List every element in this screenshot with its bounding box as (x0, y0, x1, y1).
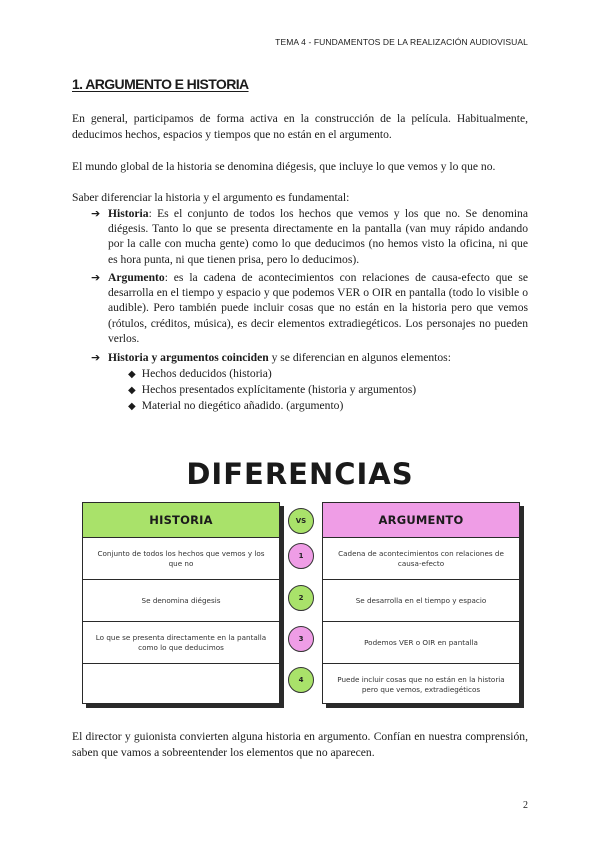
historia-header: HISTORIA (83, 503, 279, 538)
historia-cell: Conjunto de todos los hechos que vemos y los que no (83, 538, 279, 580)
definition-historia: : Es el conjunto de todos los hechos que vemos y los que no. Se denomina diégesis. Tanto lo que se presenta directamente en la pantalla (van muy rápido andando por la calle con mucha gente) como lo que deducimos (no hemos visto la oficina, ni que es hora punta, ni que tienen prisa, pero lo deducimos). (108, 207, 528, 266)
paragraph-intro: En general, participamos de forma activa en la construcción de la película. Habitualmente, deducimos hechos, espacios y tiempos que no están en el argumento. (72, 112, 528, 141)
historia-cell: Se denomina diégesis (83, 580, 279, 622)
sub-item-presentados: ◆ Hechos presentados explícitamente (historia y argumentos) (128, 383, 417, 396)
diamond-bullet-icon: ◆ (128, 369, 136, 380)
argumento-cell: Podemos VER o OIR en pantalla (323, 622, 519, 664)
running-header: TEMA 4 - FUNDAMENTOS DE LA REALIZACIÓN AUDIOVISUAL (275, 37, 528, 47)
historia-cell (83, 664, 279, 705)
number-badge-2: 2 (288, 585, 314, 611)
list-item-historia (91, 206, 528, 267)
arrow-icon: ➔ (91, 207, 101, 220)
historia-column (82, 502, 280, 704)
arrow-icon: ➔ (91, 271, 101, 284)
paragraph-diegesis: El mundo global de la historia se denomina diégesis, que incluye lo que vemos y lo que no. (72, 160, 496, 173)
argumento-cell: Se desarrolla en el tiempo y espacio (323, 580, 519, 622)
infographic-title: DIFERENCIAS (186, 457, 414, 491)
sub-item-deducidos: ◆ Hechos deducidos (historia) (128, 367, 272, 380)
argumento-header: ARGUMENTO (323, 503, 519, 538)
definition-coinciden: y se diferencian en algunos elementos: (268, 351, 451, 364)
diamond-bullet-icon: ◆ (128, 385, 136, 396)
section-title: 1. ARGUMENTO E HISTORIA (72, 76, 249, 92)
page-number: 2 (523, 800, 528, 811)
sub-item-no-diegetico: ◆ Material no diegético añadido. (argumento) (128, 399, 344, 412)
list-item-argumento (91, 270, 528, 346)
number-badge-1: 1 (288, 543, 314, 569)
arrow-icon: ➔ (91, 351, 101, 364)
historia-cell: Lo que se presenta directamente en la pantalla como lo que deducimos (83, 622, 279, 664)
list-item-coinciden (91, 350, 528, 365)
term-coinciden: Historia y argumentos coinciden (108, 351, 269, 364)
vs-badge: VS (288, 508, 314, 534)
definition-argumento: : es la cadena de acontecimientos con relaciones de causa-efecto que se desarrolla en el tiempo y espacio y que podemos VER o OIR en pantalla (todo lo visible o audible). Pero también puede incluir cosas que no están en la historia pero que vemos (rótulos, créditos, música), es decir elementos extradiegéticos. Los personajes no pueden verlos. (108, 271, 528, 345)
term-argumento: Argumento (108, 271, 165, 284)
number-badge-4: 4 (288, 667, 314, 693)
term-historia: Historia (108, 207, 149, 220)
argumento-cell: Cadena de acontecimientos con relaciones de causa-efecto (323, 538, 519, 580)
paragraph-lead: Saber diferenciar la historia y el argumento es fundamental: (72, 191, 350, 204)
paragraph-conclusion: El director y guionista convierten alguna historia en argumento. Confían en nuestra comprensión, saben que vamos a sobreentender los elementos que no aparecen. (72, 730, 528, 759)
argumento-cell: Puede incluir cosas que no están en la historia pero que vemos, extradiegéticos (337, 674, 505, 694)
number-badge-3: 3 (288, 626, 314, 652)
diamond-bullet-icon: ◆ (128, 401, 136, 412)
argumento-column (322, 502, 520, 704)
